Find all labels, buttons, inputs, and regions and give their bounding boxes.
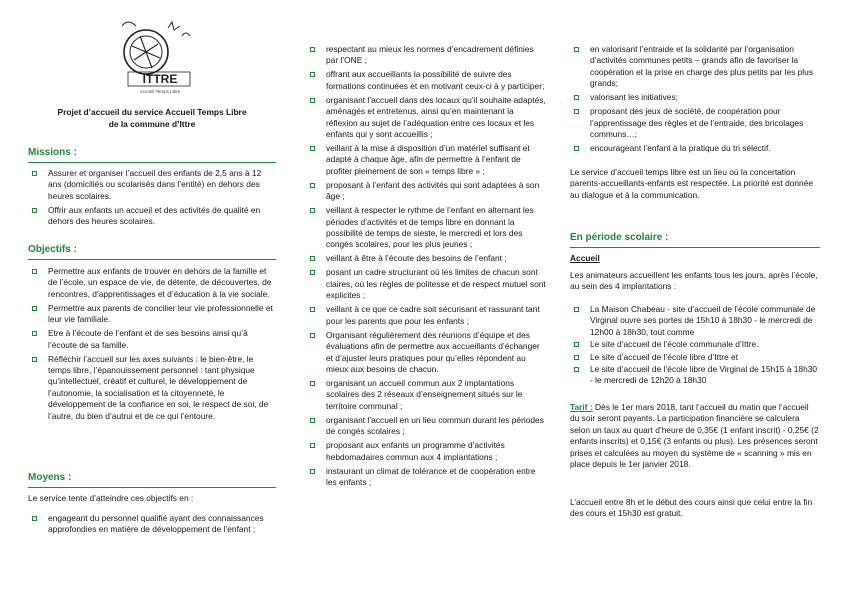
moyens-continued-list: [306, 44, 546, 491]
checkbox-bullet-icon: [310, 72, 315, 77]
checkbox-bullet-icon: [310, 469, 315, 474]
list-item: valorisant les initiatives;: [570, 92, 820, 103]
checkbox-bullet-icon: [310, 208, 315, 213]
checkbox-bullet-icon: [310, 381, 315, 386]
checkbox-bullet-icon: [574, 342, 579, 347]
list-item: organisant l’accueil dans des locaux qu’il souhaite adaptés, aménagés et entretenus, ainsi qu’en maintenant la réflexion au sujet de l’adéquation entre ces locaux et les enfants qui y sont accueillis ;: [306, 95, 546, 141]
list-item: veillant à la mise à disposition d’un matériel suffisant et adapté à chaque âge, afin de permettre à l’enfant de profiter pleinement de son « temps libre » ;: [306, 143, 546, 177]
list-item: Le site d’accueil de l’école communale d’Ittre.: [570, 339, 820, 350]
missions-heading: Missions :: [28, 146, 276, 160]
gratuit-paragraph: L’accueil entre 8h et le début des cours ainsi que celui entre la fin des cours et 15h30 est gratuit.: [570, 497, 813, 519]
checkbox-bullet-icon: [310, 256, 315, 261]
list-item: organisant l’accueil en un lieu commun durant les périodes de congés scolaires ;: [306, 415, 546, 438]
accueil-intro: Les animateurs accueillent les enfants tous les jours, après l’école, au sein des 4 implantations :: [570, 270, 818, 292]
moyens-intro: Le service tente d’atteindre ces objectifs en :: [28, 493, 194, 503]
list-item: La Maison Chabeau - site d’accueil de l’école communale de Virginal ouvre ses portes de 15h10 à 18h30 - le mercredi de 12h00 à 18h30, tout comme: [570, 304, 820, 338]
checkbox-bullet-icon: [574, 367, 579, 372]
moyens-list: [28, 513, 276, 538]
checkbox-bullet-icon: [32, 306, 37, 311]
checkbox-bullet-icon: [310, 47, 315, 52]
list-item: Permettre aux enfants de trouver en dehors de la famille et de l’école, un espace de vie, de détente, de découvertes, de rencontres, d’apprentissages et d’éducation à la vie sociale.: [28, 266, 276, 300]
checkbox-bullet-icon: [310, 443, 315, 448]
accueil-label: Accueil: [570, 253, 600, 263]
tarif-label: Tarif :: [570, 402, 593, 412]
checkbox-bullet-icon: [310, 418, 315, 423]
checkbox-bullet-icon: [310, 146, 315, 151]
checkbox-bullet-icon: [32, 208, 37, 213]
list-item: Réfléchir l’accueil sur les axes suivants : le bien-être, le temps libre, l’épanouissement personnel : tant physique qu’intellectuel, créatif et culturel, le développement de l’autonomie, la socialisation et la citoyenneté, le développement de la confiance en soi, le respect de soi, de l’autre, du bien d’autrui et de ce qui l’entoure.: [28, 354, 276, 422]
list-item: encourageant l’enfant à la pratique du tri sélectif.: [570, 143, 820, 154]
objectifs-heading: Objectifs :: [28, 243, 276, 257]
ittre-logo: [108, 16, 218, 96]
checkbox-bullet-icon: [574, 47, 579, 52]
checkbox-bullet-icon: [574, 307, 579, 312]
tarif-text: Dès le 1er mars 2018, tant l’accueil du matin que l’accueil du soir seront payants. La participation financière se calculera selon un taux au quart d’heure de 0,35€ (1 enfant inscrit) - 0,25€ (2 enfants inscrits) et 0,15€ (3 enfants ou plus). Les présences seront prises et calculées au moyen du système de « scanning » mis en place depuis le 1er janvier 2018.: [570, 402, 819, 470]
list-item: Le site d’accueil de l’école libre de Virginal de 15h15 à 18h30 - le mercredi de 12h20 à 18h30: [570, 364, 820, 387]
list-item: engageant du personnel qualifié ayant des connaissances approfondies en matière de développement de l’enfant ;: [28, 513, 276, 536]
periode-scolaire-heading: En période scolaire :: [570, 231, 820, 245]
objectifs-list: [28, 266, 276, 425]
checkbox-bullet-icon: [32, 357, 37, 362]
list-item: proposant à l’enfant des activités qui sont adaptées à son âge ;: [306, 180, 546, 203]
moyens-final-list: [570, 44, 820, 157]
list-item: posant un cadre structurant où les limites de chacun sont claires, où les règles de politesse et de respect mutuel sont explicites ;: [306, 267, 546, 301]
list-item: en valorisant l’entraide et la solidarité par l’organisation d’activités communes petits – grands afin de favoriser la coopération et la prise en charge des plus petits par les plus grands;: [570, 44, 820, 90]
document-title: [28, 106, 276, 130]
list-item: veillant à être à l’écoute des besoins de l’enfant ;: [306, 253, 546, 264]
list-item: Assurer et organiser l’accueil des enfants de 2,5 ans à 12 ans (domiciliés ou scolarisés dans l’entité) en dehors des heures scolaires.: [28, 168, 276, 202]
moyens-heading: Moyens :: [28, 471, 276, 485]
list-item: Permettre aux parents de concilier leur vie professionnelle et leur vie familiale.: [28, 303, 276, 326]
logo-label: ITTRE: [142, 72, 178, 86]
checkbox-bullet-icon: [310, 270, 315, 275]
title-line-2: de la commune d’Ittre: [108, 119, 196, 129]
logo-drawing-icon: [108, 16, 218, 96]
checkbox-bullet-icon: [310, 98, 315, 103]
title-line-1: Projet d’accueil du service Accueil Temps Libre: [57, 107, 247, 117]
list-item: veillant à ce que ce cadre soit sécurisant et rassurant tant pour les parents que pour les enfants ;: [306, 304, 546, 327]
tarif-paragraph: [570, 402, 820, 470]
logo-subtitle: Accueil Temps Libre: [139, 89, 181, 94]
list-item: instaurant un climat de tolérance et de coopération entre les enfants ;: [306, 466, 546, 489]
list-item: Etre à l’écoute de l’enfant et de ses besoins ainsi qu’à l’écoute de sa famille.: [28, 328, 276, 351]
concertation-paragraph: Le service d’accueil temps libre est un lieu où la concertation parents-accueillants-enfants est respectée. La priorité est donnée au dialogue et à la communication.: [570, 167, 814, 200]
checkbox-bullet-icon: [574, 355, 579, 360]
implantations-list: [570, 304, 820, 388]
list-item: Offrir aux enfants un accueil et des activités de qualité en dehors des heures scolaires.: [28, 205, 276, 228]
list-item: Organisant régulièrement des réunions d’équipe et des évaluations afin de permettre aux accueillants d’échanger et d’ajuster leurs pratiques pour qu’elles répondent au mieux aux besoins de chacun.: [306, 330, 546, 376]
list-item: proposant aux enfants un programme d’activités hebdomadaires commun aux 4 implantations ;: [306, 440, 546, 463]
checkbox-bullet-icon: [32, 331, 37, 336]
list-item: Le site d’accueil de l’école libre d’Ittre et: [570, 352, 820, 363]
missions-list: [28, 168, 276, 230]
checkbox-bullet-icon: [310, 307, 315, 312]
list-item: respectant au mieux les normes d’encadrement définies par l’ONE ;: [306, 44, 546, 67]
checkbox-bullet-icon: [32, 269, 37, 274]
checkbox-bullet-icon: [574, 109, 579, 114]
list-item: organisant un accueil commun aux 2 implantations scolaires des 2 réseaux d’enseignement situés sur le territoire communal ;: [306, 378, 546, 412]
checkbox-bullet-icon: [310, 333, 315, 338]
checkbox-bullet-icon: [310, 183, 315, 188]
checkbox-bullet-icon: [32, 171, 37, 176]
checkbox-bullet-icon: [574, 95, 579, 100]
checkbox-bullet-icon: [32, 516, 37, 521]
checkbox-bullet-icon: [574, 146, 579, 151]
list-item: offrant aux accueillants la possibilité de suivre des formations continuées et en motivant ceux-ci à y participer;: [306, 69, 546, 92]
list-item: veillant à respecter le rythme de l’enfant en alternant les périodes d’activités et de temps libre en donnant la possibilité de temps de sieste, le mercredi et lors des congés scolaires, pour les plus jeunes ;: [306, 205, 546, 251]
list-item: proposant des jeux de société, de coopération pour l’apprentissage des règles et de l’entraide, des bricolages communs…;: [570, 106, 820, 140]
